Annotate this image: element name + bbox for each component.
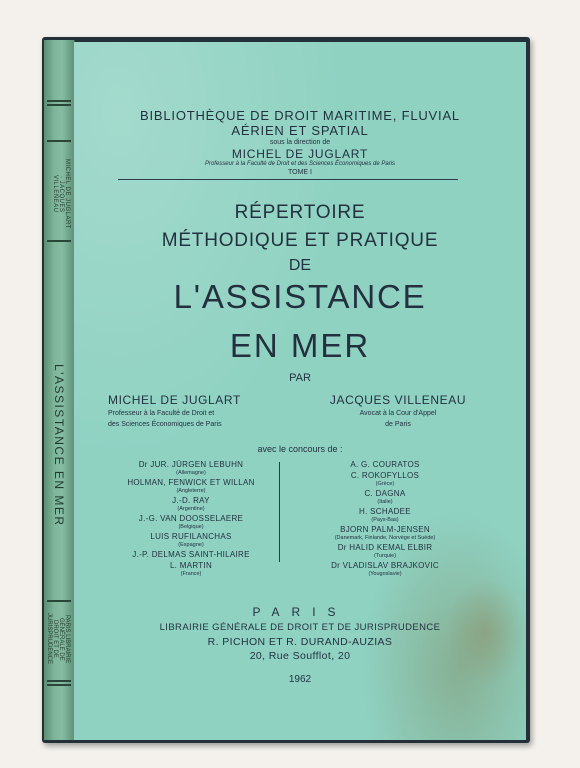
publisher-address: 20, Rue Soufflot, 20 (249, 650, 351, 662)
spine-rule (47, 140, 71, 142)
contributor-country: (Pays-Bas) (371, 517, 399, 523)
spine-rule (47, 684, 71, 686)
contributors-divider (279, 462, 280, 562)
contributor (290, 543, 480, 560)
contributor (290, 489, 480, 506)
author-role: Professeur à la Faculté de Droit et (108, 410, 215, 417)
contributor-country: (Allemagne) (176, 470, 206, 476)
publication-year: 1962 (288, 674, 312, 685)
contributor (290, 525, 480, 542)
author-block (108, 393, 308, 429)
spine-rule (47, 680, 71, 682)
publisher-city: PARIS (252, 605, 348, 619)
contributor-country: (Espagne) (178, 542, 204, 548)
contributor (106, 478, 276, 495)
spine-publisher: PARIS LIBRAIRIE GÉNÉRALE DE DROIT ET DE JURISPRUDENCE (46, 613, 70, 665)
contributors-heading: avec le concours de : (257, 444, 343, 454)
publisher-proprietors: R. PICHON ET R. DURAND-AUZIAS (207, 636, 393, 648)
book-title-line4: L'ASSISTANCE (173, 278, 427, 315)
publisher-name: LIBRAIRIE GÉNÉRALE DE DROIT ET DE JURISPRUDENCE (159, 622, 441, 633)
contributor-name: L. MARTIN (169, 561, 213, 570)
contributor-name: J.-G. VAN DOOSSELAERE (138, 514, 244, 523)
by-label: PAR (289, 372, 311, 384)
contributor-country: (Danemark, Finlande, Norvège et Suède) (334, 535, 436, 541)
contributor (106, 532, 276, 549)
book-title-line1: RÉPERTOIRE (234, 202, 366, 223)
contributor-name: J.-D. RAY (172, 496, 210, 505)
contributor-country: (Turquie) (373, 553, 397, 559)
spine-rule (47, 240, 71, 242)
contributor (106, 514, 276, 531)
series-title-line2: AÉRIEN ET SPATIAL (231, 123, 369, 138)
book-title-line3: DE (288, 257, 312, 274)
contributor-country: (Angleterre) (176, 488, 206, 494)
author-name: JACQUES VILLENEAU (329, 393, 467, 407)
contributor-name: J.-P. DELMAS SAINT-HILAIRE (132, 550, 250, 559)
book-cover (74, 42, 526, 740)
contributor-country: (Argentine) (177, 506, 205, 512)
contributor (290, 471, 480, 488)
contributor-name: Dr VLADISLAV BRAJKOVIC (331, 561, 439, 570)
contributor-country: (Yougoslavie) (368, 571, 402, 577)
author-role: de Paris (385, 421, 411, 428)
tome-label: TOME I (288, 169, 312, 176)
spine-rule (47, 104, 71, 106)
author-block (300, 393, 496, 429)
contributors-right (290, 460, 480, 579)
spine-rule (47, 600, 71, 602)
direction-label: sous la direction de (269, 139, 331, 146)
book-title-line2: MÉTHODIQUE ET PRATIQUE (161, 230, 439, 251)
contributor-name: Dr JUR. JÜRGEN LEBUHN (138, 460, 244, 469)
contributor-country: (Belgique) (178, 524, 204, 530)
spine-rule (47, 100, 71, 102)
contributor-name: HOLMAN, FENWICK ET WILLAN (127, 478, 255, 487)
book-spine (44, 40, 75, 740)
author-name: MICHEL DE JUGLART (108, 393, 241, 407)
book-title-line5: EN MER (229, 327, 371, 364)
author-role: Avocat à la Cour d'Appel (359, 410, 437, 417)
contributor (106, 460, 276, 477)
contributor (106, 561, 276, 578)
contributor (106, 496, 276, 513)
contributor-name: A. G. COURATOS (350, 460, 420, 469)
contributor (290, 561, 480, 578)
contributors-left (106, 460, 276, 579)
contributor-name: BJORN PALM-JENSEN (340, 525, 430, 534)
contributor-name: H. SCHADEE (359, 507, 411, 516)
contributor-country: (Grèce) (375, 481, 395, 487)
series-director-role: Professeur à la Faculté de Droit et des Sciences Économiques de Paris (204, 161, 396, 167)
series-title-line1: BIBLIOTHÈQUE DE DROIT MARITIME, FLUVIAL (140, 108, 460, 123)
contributor-name: C. ROKOFYLLOS (350, 471, 420, 480)
contributor-country: (France) (180, 571, 202, 577)
series-director: MICHEL DE JUGLART (231, 147, 369, 161)
contributor-name: Dr HALID KEMAL ELBIR (337, 543, 433, 552)
header-divider (118, 179, 458, 180)
contributor-country: (Italie) (377, 499, 393, 505)
spine-authors: MICHEL DE JUGLART · JACQUES VILLENEAU (52, 159, 70, 229)
contributor (106, 550, 276, 560)
contributor (290, 460, 480, 470)
contributor (290, 507, 480, 524)
contributor-name: LUIS RUFILANCHAS (150, 532, 232, 541)
spine-title: L'ASSISTANCE EN MER (52, 363, 66, 527)
author-role: des Sciences Économiques de Paris (108, 421, 222, 428)
contributor-name: C. DAGNA (364, 489, 406, 498)
